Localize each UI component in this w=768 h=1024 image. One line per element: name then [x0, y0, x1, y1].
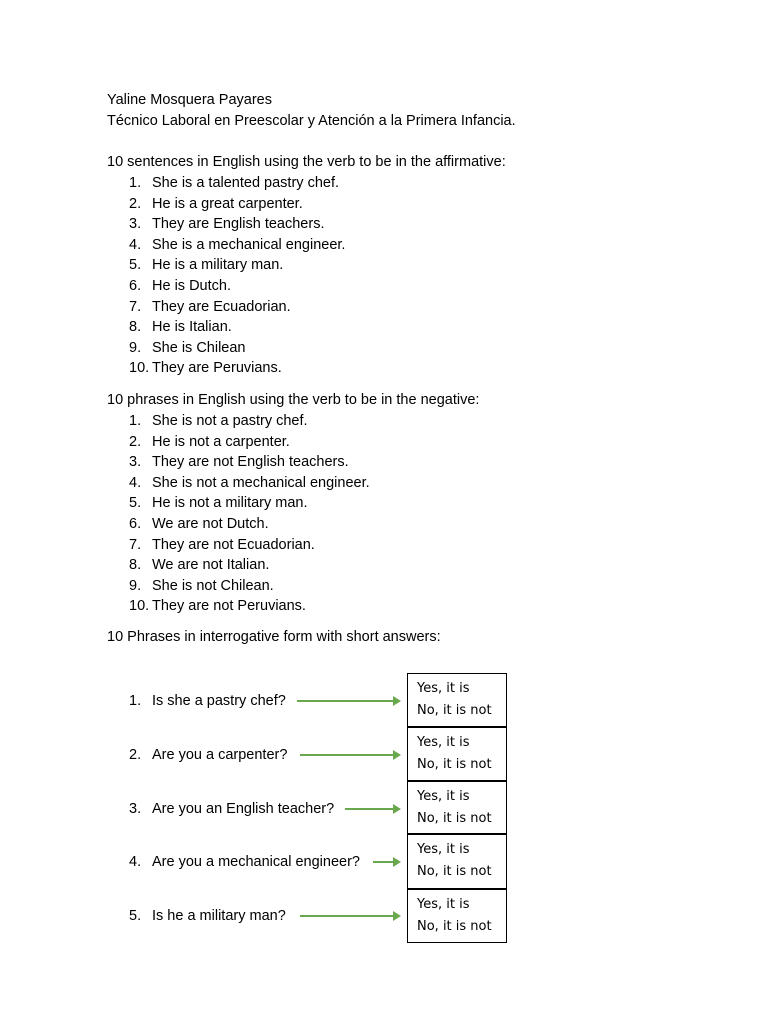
answer-no: No, it is not [417, 811, 492, 826]
item-text: He is a military man. [152, 257, 284, 274]
arrow-icon [297, 696, 401, 706]
item-number: 9. [129, 577, 142, 594]
question-text: Are you an English teacher? [152, 801, 335, 817]
item-text: He is not a carpenter. [152, 433, 290, 450]
answer-yes: Yes, it is [417, 681, 470, 696]
question-number: 5. [129, 908, 142, 924]
answer-yes: Yes, it is [417, 897, 470, 912]
answer-box [407, 673, 507, 727]
answer-no: No, it is not [417, 703, 492, 718]
item-number: 9. [129, 339, 142, 356]
item-number: 7. [129, 536, 142, 553]
program-name: Técnico Laboral en Preescolar y Atención a la Primera Infancia. [107, 113, 516, 129]
item-number: 7. [129, 298, 142, 315]
item-text: He is a great carpenter. [152, 195, 303, 212]
question-text: Is she a pastry chef? [152, 693, 286, 709]
answer-box [407, 889, 507, 943]
item-number: 2. [129, 195, 142, 212]
item-number: 4. [129, 474, 142, 491]
item-number: 3. [129, 454, 142, 471]
item-number: 10. [129, 598, 150, 615]
item-text: We are not Italian. [152, 557, 270, 574]
item-text: He is not a military man. [152, 495, 308, 512]
item-text: They are Peruvians. [152, 360, 282, 377]
answer-yes: Yes, it is [417, 842, 470, 857]
item-text: She is Chilean [152, 339, 246, 356]
item-number: 8. [129, 557, 142, 574]
question-text: Are you a mechanical engineer? [152, 854, 360, 870]
item-number: 4. [129, 236, 142, 253]
arrow-icon [345, 804, 401, 814]
question-text: Are you a carpenter? [152, 747, 288, 763]
negative-heading: 10 phrases in English using the verb to be in the negative: [107, 392, 480, 408]
item-number: 5. [129, 495, 142, 512]
answer-no: No, it is not [417, 919, 492, 934]
item-text: She is a mechanical engineer. [152, 236, 346, 253]
item-text: They are English teachers. [152, 216, 325, 233]
item-text: He is Dutch. [152, 278, 231, 294]
item-text: They are not Peruvians. [152, 598, 306, 615]
arrow-icon [300, 750, 401, 760]
item-text: We are not Dutch. [152, 516, 269, 532]
arrow-icon [373, 857, 401, 867]
question-text: Is he a military man? [152, 908, 286, 924]
item-text: She is not Chilean. [152, 577, 274, 594]
item-text: She is a talented pastry chef. [152, 175, 339, 191]
answer-yes: Yes, it is [417, 735, 470, 750]
question-number: 4. [129, 854, 142, 870]
answer-box [407, 781, 507, 834]
item-number: 1. [129, 413, 142, 429]
item-number: 6. [129, 516, 142, 532]
author-name: Yaline Mosquera Payares [107, 92, 272, 108]
item-text: They are Ecuadorian. [152, 298, 291, 315]
item-number: 1. [129, 175, 142, 191]
item-number: 3. [129, 216, 142, 233]
question-number: 3. [129, 801, 142, 817]
item-text: They are not English teachers. [152, 454, 349, 471]
item-number: 10. [129, 360, 150, 377]
answer-no: No, it is not [417, 864, 492, 879]
answer-box [407, 727, 507, 781]
item-text: They are not Ecuadorian. [152, 536, 315, 553]
item-number: 2. [129, 433, 142, 450]
interrogative-heading: 10 Phrases in interrogative form with short answers: [107, 629, 441, 645]
item-number: 6. [129, 278, 142, 294]
item-number: 5. [129, 257, 142, 274]
affirmative-heading: 10 sentences in English using the verb to be in the affirmative: [107, 154, 506, 170]
answer-box [407, 834, 507, 889]
item-text: He is Italian. [152, 319, 232, 336]
answer-no: No, it is not [417, 757, 492, 772]
answer-yes: Yes, it is [417, 789, 470, 804]
item-text: She is not a pastry chef. [152, 413, 308, 429]
arrow-icon [300, 911, 401, 921]
item-number: 8. [129, 319, 142, 336]
item-text: She is not a mechanical engineer. [152, 474, 370, 491]
question-number: 2. [129, 747, 142, 763]
question-number: 1. [129, 693, 142, 709]
